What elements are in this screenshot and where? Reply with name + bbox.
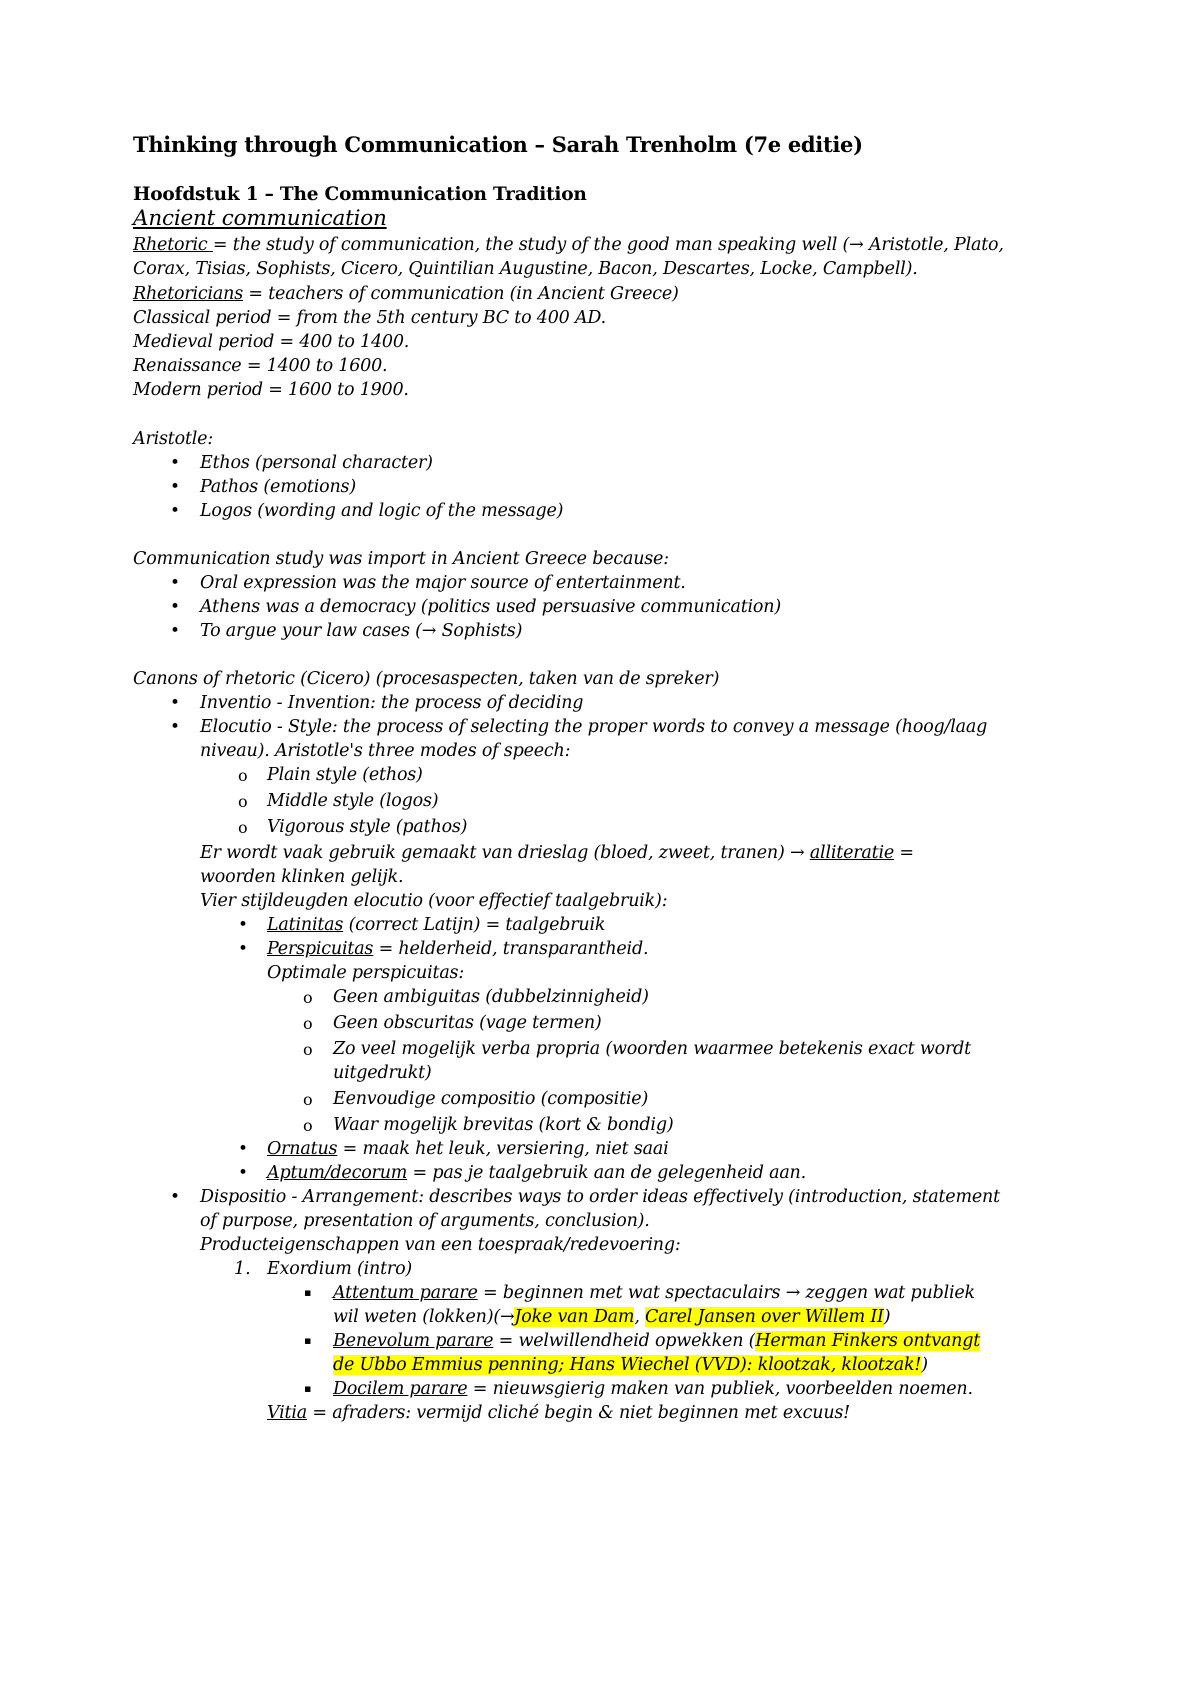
arrow-icon: → <box>785 1283 801 1303</box>
text: = welwillendheid opwekken ( <box>493 1331 756 1351</box>
text: = <box>894 843 914 863</box>
circle-bullet-icon: o <box>303 1014 313 1033</box>
list-item: Waar mogelijk brevitas (kort & bondig) <box>333 1115 674 1135</box>
list-item <box>267 936 648 962</box>
aristotle-label: Aristotle: <box>133 429 214 449</box>
text: = the study of communication, the study of the good man speaking well ( <box>212 235 850 255</box>
list-item: Oral expression was the major source of entertainment. <box>200 573 686 593</box>
bullet-icon: • <box>170 501 181 521</box>
bullet-icon: • <box>170 453 181 473</box>
term: Rhetoricians <box>133 284 244 304</box>
optimale-label: Optimale perspicuitas: <box>267 963 465 983</box>
circle-bullet-icon: o <box>238 766 248 785</box>
list-item: Eenvoudige compositio (compositie) <box>333 1089 649 1109</box>
square-bullet-icon: ▪ <box>304 1286 312 1299</box>
bullet-icon: • <box>238 939 249 959</box>
text: ) <box>921 1355 928 1375</box>
chapter-heading: Hoofdstuk 1 – The Communication Tradition <box>133 184 587 205</box>
list-item-cont: uitgedrukt) <box>333 1063 432 1083</box>
arrow-icon: → <box>849 235 864 255</box>
list-item: Zo veel mogelijk verba propria (woorden waarmee betekenis exact wordt <box>333 1039 971 1059</box>
bullet-icon: • <box>170 1187 181 1207</box>
list-item: Exordium (intro) <box>267 1259 413 1279</box>
text: = afraders: vermijd cliché begin & niet beginnen met excuus! <box>307 1403 851 1423</box>
text: ) <box>883 1307 891 1327</box>
text: wil weten (lokken)( <box>333 1307 500 1327</box>
bullet-icon: • <box>170 717 181 737</box>
comm-study-label: Communication study was import in Ancient Greece because: <box>133 549 669 569</box>
text: = pas je taalgebruik aan de gelegenheid aan. <box>407 1163 806 1183</box>
drieslag-line <box>200 840 914 866</box>
list-item: Vigorous style (pathos) <box>267 817 468 837</box>
rhetoric-names: Corax, Tisias, Sophists, Cicero, Quintilian Augustine, Bacon, Descartes, Locke, Campbell). <box>133 259 918 279</box>
bullet-icon: • <box>170 621 181 641</box>
bullet-icon: • <box>170 693 181 713</box>
term: Docilem parare <box>333 1379 468 1399</box>
list-item: Logos (wording and logic of the message) <box>200 501 564 521</box>
list-item: Ethos (personal character) <box>200 453 433 473</box>
list-item: Inventio - Invention: the process of deciding <box>200 693 584 713</box>
bullet-icon: • <box>170 597 181 617</box>
text: = maak het leuk, versiering, niet saai <box>337 1139 669 1159</box>
text: Aristotle, Plato, <box>863 235 1004 255</box>
circle-bullet-icon: o <box>238 792 248 811</box>
arrow-icon: → <box>499 1307 515 1327</box>
term: alliteratie <box>809 843 895 863</box>
term: Benevolum parare <box>333 1331 494 1351</box>
document-title: Thinking through Communication – Sarah Trenholm (7e editie) <box>133 132 863 157</box>
list-item: Elocutio - Style: the process of selecting the proper words to convey a message (hoog/laag <box>200 717 988 737</box>
list-item: Pathos (emotions) <box>200 477 356 497</box>
list-item: Dispositio - Arrangement: describes ways to order ideas effectively (introduction, statement <box>200 1187 1000 1207</box>
term: Aptum/decorum <box>267 1163 408 1183</box>
circle-bullet-icon: o <box>303 1040 313 1059</box>
bullet-icon: • <box>238 915 249 935</box>
list-item: Plain style (ethos) <box>267 765 423 785</box>
highlight: Herman Finkers ontvangt <box>755 1331 981 1351</box>
square-bullet-icon: ▪ <box>304 1382 312 1395</box>
list-item-cont <box>333 1304 890 1330</box>
arrow-icon: → <box>789 843 805 863</box>
text: = teachers of communication (in Ancient Greece) <box>243 284 679 304</box>
list-item: Geen ambiguitas (dubbelzinnigheid) <box>333 987 649 1007</box>
vitia-line <box>267 1400 850 1426</box>
square-bullet-icon: ▪ <box>304 1334 312 1347</box>
list-item <box>267 912 605 938</box>
bullet-icon: • <box>238 1139 249 1159</box>
text: = helderheid, transparantheid. <box>373 939 649 959</box>
bullet-icon: • <box>238 1163 249 1183</box>
vier-label: Vier stijldeugden elocutio (voor effectief taalgebruik): <box>200 891 668 911</box>
highlight: Carel Jansen over Willem II <box>645 1307 884 1327</box>
text: Er wordt vaak gebruik gemaakt van drieslag (bloed, zweet, tranen) <box>200 843 790 863</box>
circle-bullet-icon: o <box>303 1090 313 1109</box>
list-item <box>267 1160 806 1186</box>
term: Rhetoric <box>133 235 213 255</box>
list-item-cont <box>333 1352 928 1378</box>
renaissance-period: Renaissance = 1400 to 1600. <box>133 356 388 376</box>
text: To argue your law cases ( <box>200 621 422 641</box>
list-item: Geen obscuritas (vage termen) <box>333 1013 602 1033</box>
list-item <box>333 1280 975 1306</box>
list-item: Middle style (logos) <box>267 791 439 811</box>
modern-period: Modern period = 1600 to 1900. <box>133 380 409 400</box>
list-item <box>200 618 522 644</box>
rhetoric-definition <box>133 232 1004 258</box>
list-item <box>333 1376 973 1402</box>
list-item: Athens was a democracy (politics used persuasive communication) <box>200 597 781 617</box>
term: Latinitas <box>267 915 344 935</box>
list-item <box>267 1136 668 1162</box>
circle-bullet-icon: o <box>303 1116 313 1135</box>
text: (correct Latijn) = taalgebruik <box>343 915 606 935</box>
drieslag-cont: woorden klinken gelijk. <box>200 867 404 887</box>
circle-bullet-icon: o <box>303 988 313 1007</box>
classical-period: Classical period = from the 5th century BC to 400 AD. <box>133 308 606 328</box>
text: , <box>634 1307 646 1327</box>
list-item <box>333 1328 980 1354</box>
term: Vitia <box>267 1403 307 1423</box>
text: = beginnen met wat spectaculairs <box>477 1283 786 1303</box>
term: Attentum parare <box>333 1283 478 1303</box>
text: zeggen wat publiek <box>800 1283 975 1303</box>
term: Ornatus <box>267 1139 338 1159</box>
bullet-icon: • <box>170 477 181 497</box>
text: = nieuwsgierig maken van publiek, voorbeelden noemen. <box>467 1379 973 1399</box>
highlight: de Ubbo Emmius penning; Hans Wiechel (VVD): klootzak, klootzak! <box>333 1355 922 1375</box>
circle-bullet-icon: o <box>238 818 248 837</box>
bullet-icon: • <box>170 573 181 593</box>
medieval-period: Medieval period = 400 to 1400. <box>133 332 410 352</box>
text: Sophists) <box>436 621 523 641</box>
product-label: Producteigenschappen van een toespraak/redevoering: <box>200 1235 681 1255</box>
highlight: Joke van Dam <box>514 1307 635 1327</box>
list-item-cont: of purpose, presentation of arguments, conclusion). <box>200 1211 650 1231</box>
rhetoricians-definition <box>133 281 679 307</box>
arrow-icon: → <box>421 621 437 641</box>
term: Perspicuitas <box>267 939 374 959</box>
canons-label: Canons of rhetoric (Cicero) (procesaspecten, taken van de spreker) <box>133 669 720 689</box>
section-heading: Ancient communication <box>133 206 387 231</box>
list-number: 1. <box>234 1259 251 1279</box>
list-item-cont: niveau). Aristotle's three modes of speech: <box>200 741 571 761</box>
